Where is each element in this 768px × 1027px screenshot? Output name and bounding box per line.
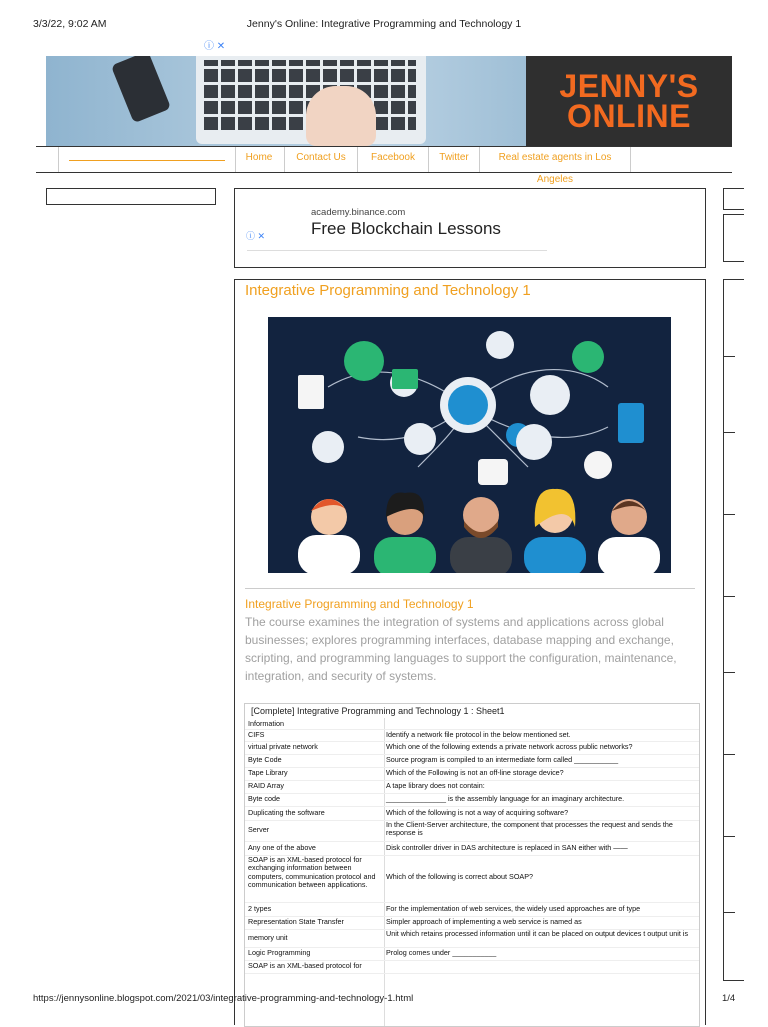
sheet-cell-answer: SOAP is an XML-based protocol for <box>248 961 362 970</box>
hand-image <box>306 86 376 146</box>
sheet-row <box>245 780 699 794</box>
sheet-cell-answer: Server <box>248 825 270 834</box>
sheet-cell-question: A tape library does not contain: <box>386 781 485 790</box>
right-tick <box>723 836 735 837</box>
embedded-sheet[interactable] <box>244 703 700 1027</box>
right-sidebar-fragment <box>723 214 744 262</box>
right-tick <box>723 596 735 597</box>
sheet-cell-question: _______________ is the assembly language for an imaginary architecture. <box>386 794 625 803</box>
sheet-row <box>245 929 699 948</box>
nav-item-blank[interactable] <box>58 147 236 172</box>
sheet-cell-answer: virtual private network <box>248 742 318 751</box>
ad-block[interactable] <box>234 188 706 268</box>
sheet-cell-answer: Representation State Transfer <box>248 917 344 926</box>
people-tech-icons-illustration <box>268 317 671 573</box>
right-tick <box>723 432 735 433</box>
nav-item-real-estate[interactable]: Real estate agents in Los Angeles <box>480 147 631 172</box>
sheet-cell-question: Which of the following is correct about SOAP? <box>386 872 534 881</box>
nav-blank-underline <box>69 160 225 161</box>
right-tick <box>723 754 735 755</box>
print-header <box>0 18 768 32</box>
right-sidebar-fragment <box>723 188 744 210</box>
sheet-row <box>245 916 699 930</box>
site-logo[interactable] <box>526 56 732 146</box>
nav-item-twitter[interactable]: Twitter <box>429 147 480 172</box>
sheet-cell-question: Disk controller driver in DAS architecture is replaced in SAN either with —— <box>386 843 628 852</box>
print-page-number: 1/4 <box>722 993 736 1004</box>
sheet-row <box>245 754 699 768</box>
sheet-row <box>245 820 699 842</box>
post-description: The course examines the integration of systems and applications across global businesses; explores programming interfaces, database mapping and exchange, scripting, and programming languages to support the configuration, maintenance, integration, and security of systems. <box>245 615 677 683</box>
sheet-row <box>245 806 699 821</box>
post-subtitle: Integrative Programming and Technology 1 <box>245 597 474 611</box>
ad-divider <box>247 250 547 251</box>
print-datetime: 3/3/22, 9:02 AM <box>33 18 107 30</box>
phone-image <box>111 56 171 123</box>
nav-item-contact-us[interactable]: Contact Us <box>285 147 358 172</box>
sheet-cell-question: Prolog comes under ___________ <box>386 948 497 957</box>
sheet-row <box>245 855 699 903</box>
ad-headline[interactable]: Free Blockchain Lessons <box>311 219 501 238</box>
sheet-cell-question: Which of the following is not a way of acquiring software? <box>386 808 569 817</box>
sheet-row <box>245 902 699 917</box>
sheet-cell-answer: RAID Array <box>248 781 284 790</box>
post-title[interactable]: Integrative Programming and Technology 1 <box>245 282 531 299</box>
logo-line-2: ONLINE <box>567 98 691 134</box>
logo-line-1: JENNY'S <box>559 68 699 104</box>
sheet-cell-answer: Information <box>248 719 284 728</box>
sheet-cell-question: Which one of the following extends a private network across public networks? <box>386 742 633 751</box>
print-footer <box>0 993 768 1007</box>
sheet-cell-answer: CIFS <box>248 730 265 739</box>
sheet-row <box>245 960 699 974</box>
sheet-row <box>245 841 699 856</box>
right-tick <box>723 912 735 913</box>
sidebar-search-box[interactable] <box>46 188 216 205</box>
blog-post <box>234 279 706 1025</box>
sheet-cell-answer: Tape Library <box>248 768 288 777</box>
sheet-row <box>245 947 699 961</box>
banner-photo <box>46 56 526 146</box>
sheet-cell-answer: 2 types <box>248 904 272 913</box>
sheet-cell-answer: Logic Programming <box>248 948 311 957</box>
right-sidebar-fragment <box>723 279 744 981</box>
sheet-cell-answer: Byte code <box>248 794 280 803</box>
right-tick <box>723 514 735 515</box>
sheet-cell-question: Identify a network file protocol in the below mentioned set. <box>386 730 571 739</box>
sheet-cell-answer: Byte Code <box>248 755 282 764</box>
adchoice-icon[interactable]: ⓘ ✕ <box>204 41 226 52</box>
sheet-cell-question: Unit which retains processed information until it can be placed on output devices t output unit is <box>386 929 689 938</box>
hero-illustration <box>268 317 671 573</box>
header-banner[interactable] <box>46 56 732 146</box>
sheet-row <box>245 741 699 755</box>
main-nav <box>36 146 732 185</box>
right-tick <box>723 356 735 357</box>
nav-item-home[interactable]: Home <box>234 147 285 172</box>
sheet-cell-question: Source program is compiled to an intermediate form called ___________ <box>386 755 619 764</box>
sheet-row <box>245 793 699 807</box>
sheet-cell-answer: memory unit <box>248 933 288 942</box>
ad-domain[interactable]: academy.binance.com <box>311 207 406 218</box>
sheet-cell-question: Simpler approach of implementing a web service is named as <box>386 917 582 926</box>
sheet-cell-answer: Duplicating the software <box>248 808 325 817</box>
right-tick <box>723 672 735 673</box>
sheet-cell-answer: SOAP is an XML-based protocol for exchanging information between computers, communication protocol and communication between applications. <box>248 855 376 890</box>
post-divider <box>245 588 695 589</box>
sheet-cell-answer: Any one of the above <box>248 843 316 852</box>
nav-item-facebook[interactable]: Facebook <box>358 147 429 172</box>
sheet-cell-question: In the Client-Server architecture, the component that processes the request and sends the response is <box>386 820 673 838</box>
sheet-cell-question: For the implementation of web services, the widely used approaches are of type <box>386 904 641 913</box>
ad-info-icon[interactable]: ⓘ ✕ <box>246 231 266 241</box>
sheet-row <box>245 767 699 781</box>
sheet-title: [Complete] Integrative Programming and Technology 1 : Sheet1 <box>251 706 505 716</box>
print-url: https://jennysonline.blogspot.com/2021/03/integrative-programming-and-technology-1.html <box>33 993 414 1004</box>
sheet-cell-question: Which of the Following is not an off-line storage device? <box>386 768 564 777</box>
print-page-title: Jenny's Online: Integrative Programming and Technology 1 <box>246 18 522 30</box>
